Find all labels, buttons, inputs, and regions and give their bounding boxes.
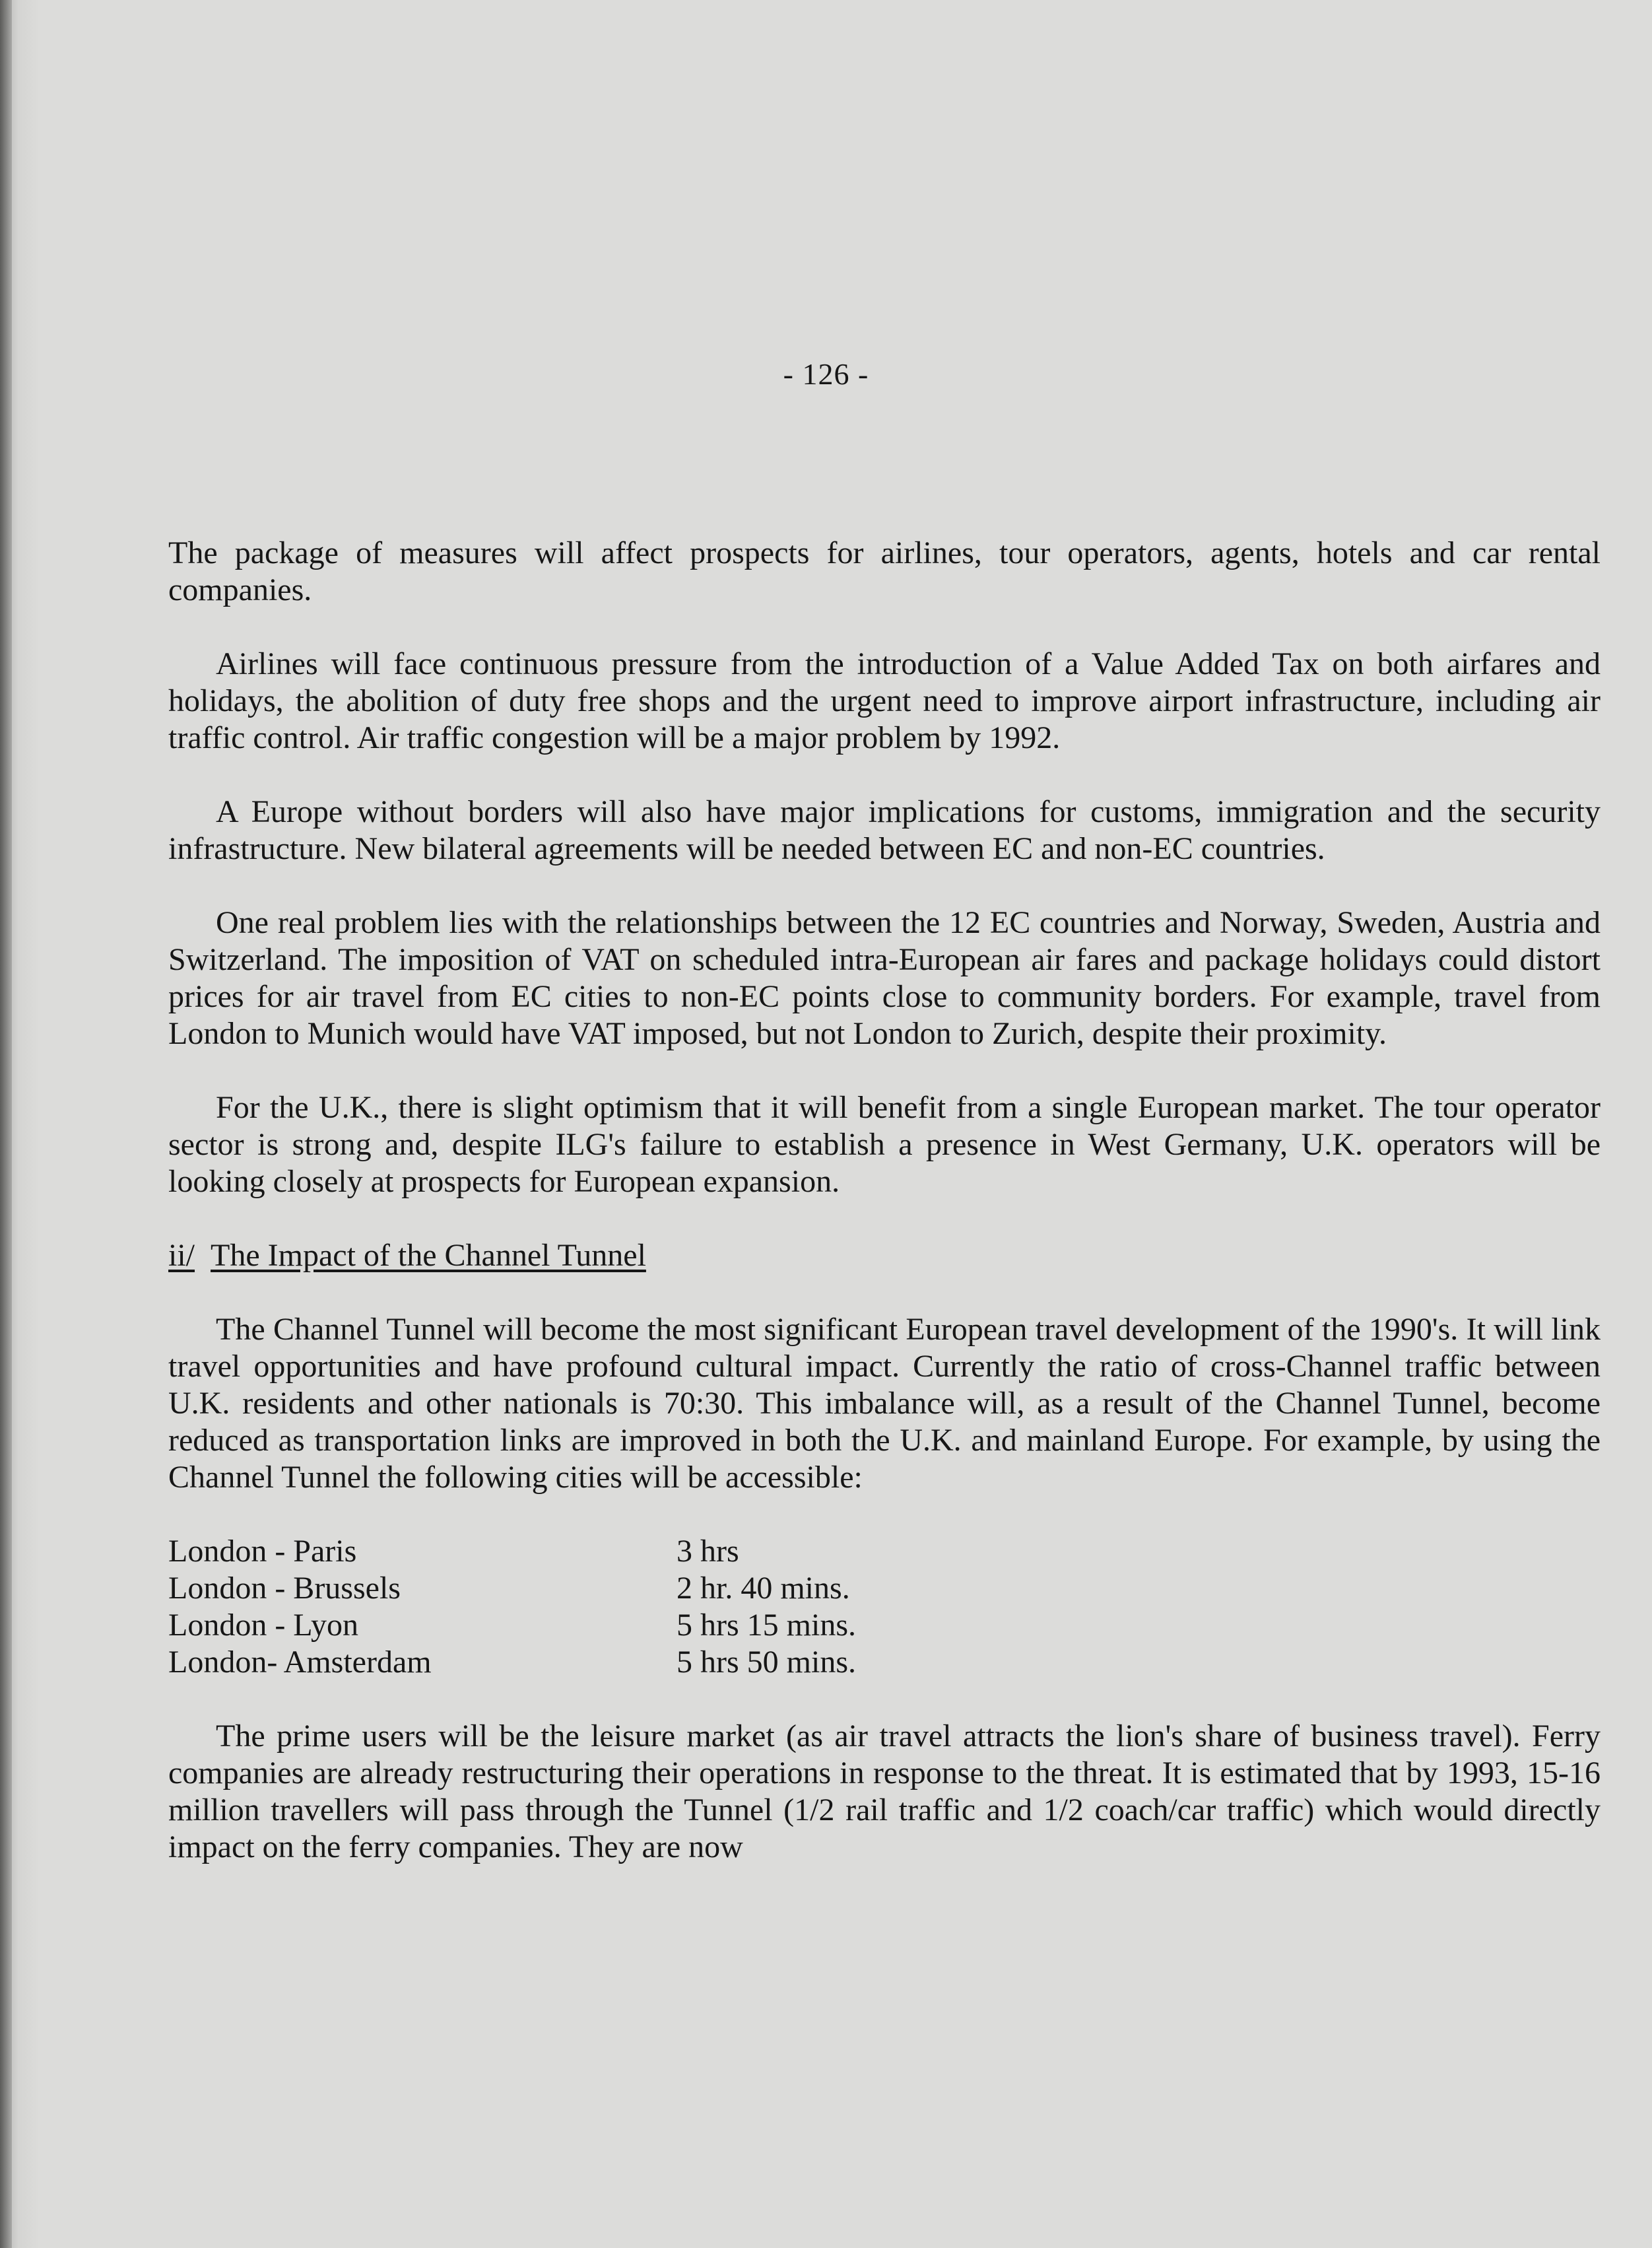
route-time: 5 hrs 15 mins. — [677, 1608, 857, 1643]
route-name: London - Lyon — [168, 1608, 358, 1643]
paragraph-measures: The package of measures will affect prospects for airlines, tour operators, agents, hotels and car rental companies. — [168, 535, 1601, 607]
route-time: 3 hrs — [677, 1534, 739, 1569]
page-binding-edge — [0, 0, 12, 2248]
section-number: ii/ — [168, 1238, 195, 1273]
paragraph-channel-tunnel: The Channel Tunnel will become the most significant European travel development of the 1990's. It will link travel opportunities and have profound cultural impact. Currently the ratio of cross-Channel traffic between U.K. residents and other nationals is 70:30. This imbalance will, as a result of the Channel Tunnel, become reduced as transportation links are improved in both the U.K. and mainland Europe. For example, by using the Channel Tunnel the following cities will be accessible: — [168, 1312, 1601, 1495]
page-body — [168, 535, 1601, 1903]
route-time: 2 hr. 40 mins. — [677, 1571, 850, 1606]
route-name: London- Amsterdam — [168, 1645, 432, 1680]
section-heading — [168, 1237, 1601, 1274]
route-time-list — [168, 1533, 960, 1681]
route-row — [168, 1644, 960, 1681]
route-name: London - Brussels — [168, 1571, 401, 1606]
route-row — [168, 1570, 960, 1607]
route-name: London - Paris — [168, 1534, 357, 1569]
route-row — [168, 1533, 960, 1570]
paragraph-borders: A Europe without borders will also have major implications for customs, immigration and the security infrastructure. New bilateral agreements will be needed between EC and non-EC countries. — [168, 794, 1601, 866]
paragraph-prime-users: The prime users will be the leisure market (as air travel attracts the lion's share of business travel). Ferry companies are already restructuring their operations in response to the threat. It is estimated that by 1993, 15-16 million travellers will pass through the Tunnel (1/2 rail traffic and 1/2 coach/car traffic) which would directly impact on the ferry companies. They are now — [168, 1719, 1601, 1864]
paragraph-uk-optimism: For the U.K., there is slight optimism that it will benefit from a single European market. The tour operator sector is strong and, despite ILG's failure to establish a presence in West Germany, U.K. operators will be looking closely at prospects for European expansion. — [168, 1090, 1601, 1199]
route-time: 5 hrs 50 mins. — [677, 1645, 857, 1680]
route-row — [168, 1607, 960, 1644]
section-title: The Impact of the Channel Tunnel — [211, 1238, 646, 1273]
paragraph-airlines: Airlines will face continuous pressure from the introduction of a Value Added Tax on both airfares and holidays, the abolition of duty free shops and the urgent need to improve airport infrastructure, including air traffic control. Air traffic congestion will be a major problem by 1992. — [168, 646, 1601, 755]
page-number: - 126 - — [783, 357, 869, 391]
paragraph-ec-relationships: One real problem lies with the relationships between the 12 EC countries and Norway, Sweden, Austria and Switzerland. The imposition of VAT on scheduled intra-European air fares and package holidays could distort prices for air travel from EC cities to non-EC points close to community borders. For example, travel from London to Munich would have VAT imposed, but not London to Zurich, despite their proximity. — [168, 905, 1601, 1051]
